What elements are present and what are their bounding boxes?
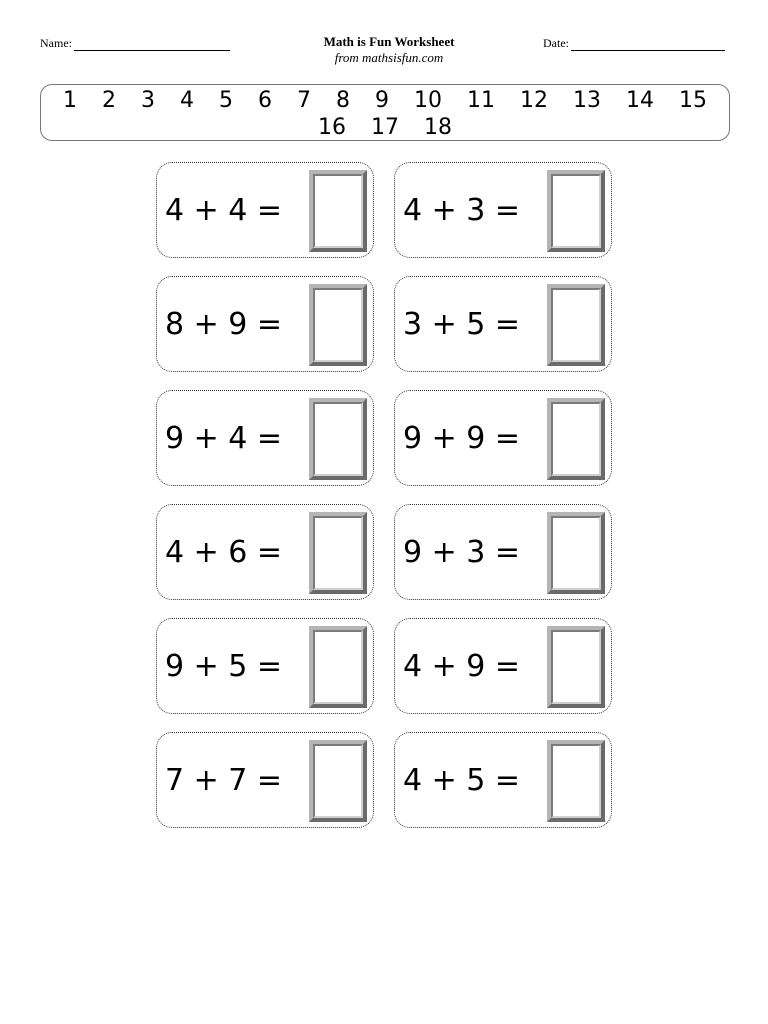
problem-card: [394, 504, 612, 600]
name-input-line[interactable]: [74, 38, 230, 51]
problem-grid: [156, 162, 616, 828]
problem-expression: 9 + 5 =: [165, 649, 283, 684]
problem-card: [394, 618, 612, 714]
number-bank: [40, 84, 730, 141]
bank-number: 13: [573, 88, 601, 113]
answer-box[interactable]: [309, 398, 367, 480]
bank-number: 6: [258, 88, 272, 113]
bank-number: 11: [467, 88, 495, 113]
answer-box[interactable]: [309, 740, 367, 822]
problem-expression: 9 + 3 =: [403, 535, 521, 570]
bank-number: 12: [520, 88, 548, 113]
bank-number: 9: [375, 88, 389, 113]
problem-card: [394, 732, 612, 828]
bank-number: 5: [219, 88, 233, 113]
problem-expression: 4 + 4 =: [165, 193, 283, 228]
worksheet-header: [0, 34, 768, 74]
answer-box[interactable]: [547, 626, 605, 708]
problem-card: [394, 162, 612, 258]
date-label: Date:: [543, 36, 569, 50]
bank-number: 8: [336, 88, 350, 113]
date-input-line[interactable]: [571, 38, 725, 51]
problem-card: [156, 390, 374, 486]
answer-box[interactable]: [309, 512, 367, 594]
problem-card: [156, 618, 374, 714]
answer-box[interactable]: [547, 170, 605, 252]
title-block: [289, 34, 489, 66]
problem-expression: 7 + 7 =: [165, 763, 283, 798]
bank-number: 7: [297, 88, 311, 113]
answer-box[interactable]: [547, 398, 605, 480]
bank-number: 2: [102, 88, 116, 113]
problem-card: [156, 162, 374, 258]
problem-card: [156, 732, 374, 828]
answer-box[interactable]: [547, 740, 605, 822]
worksheet-title: Math is Fun Worksheet: [323, 34, 455, 49]
problem-expression: 4 + 6 =: [165, 535, 283, 570]
bank-number: 16: [318, 115, 346, 140]
bank-number: 3: [141, 88, 155, 113]
bank-number: 15: [679, 88, 707, 113]
problem-card: [394, 276, 612, 372]
problem-expression: 9 + 9 =: [403, 421, 521, 456]
problem-expression: 8 + 9 =: [165, 307, 283, 342]
problem-card: [394, 390, 612, 486]
name-field: [40, 36, 230, 51]
bank-number: 4: [180, 88, 194, 113]
worksheet-subtitle: from mathsisfun.com: [334, 50, 444, 65]
answer-box[interactable]: [309, 284, 367, 366]
answer-box[interactable]: [309, 170, 367, 252]
answer-box[interactable]: [309, 626, 367, 708]
bank-number: 17: [371, 115, 399, 140]
answer-box[interactable]: [547, 512, 605, 594]
problem-expression: 4 + 9 =: [403, 649, 521, 684]
name-label: Name:: [40, 36, 72, 50]
problem-card: [156, 504, 374, 600]
problem-expression: 4 + 5 =: [403, 763, 521, 798]
bank-number: 1: [63, 88, 77, 113]
problem-expression: 3 + 5 =: [403, 307, 521, 342]
bank-number: 18: [424, 115, 452, 140]
bank-number: 14: [626, 88, 654, 113]
date-field: [543, 36, 725, 51]
problem-card: [156, 276, 374, 372]
problem-expression: 9 + 4 =: [165, 421, 283, 456]
problem-expression: 4 + 3 =: [403, 193, 521, 228]
bank-number: 10: [414, 88, 442, 113]
answer-box[interactable]: [547, 284, 605, 366]
